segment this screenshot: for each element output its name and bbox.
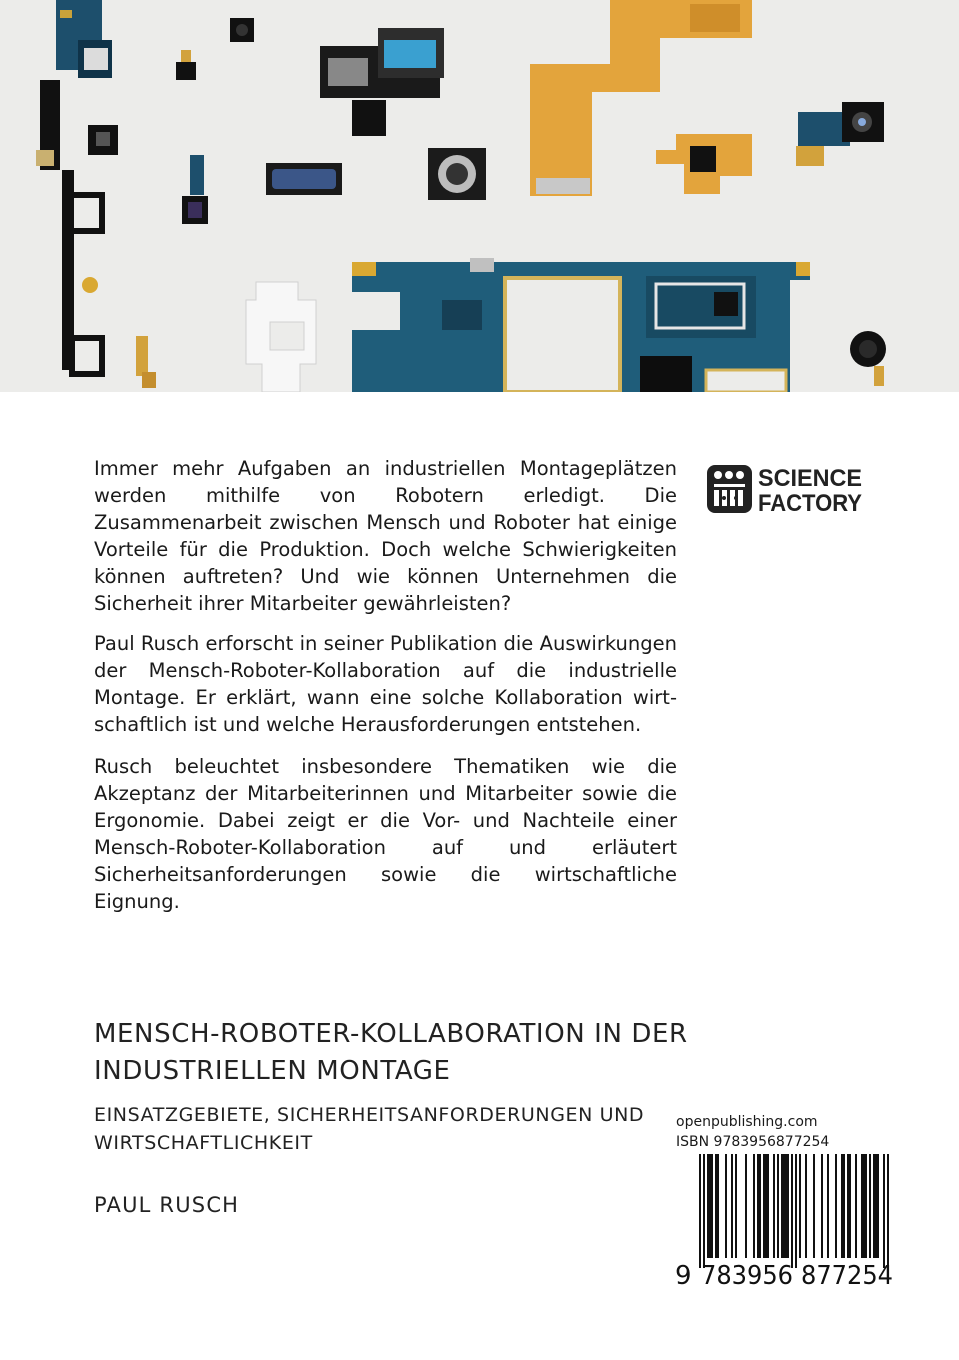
barcode-bar <box>777 1154 779 1258</box>
logo-text-factory: FACTORY <box>758 490 862 516</box>
barcode-bar <box>731 1154 733 1258</box>
blurb-paragraph-3: Rusch beleuchtet insbesondere Thematiken wie die Akzeptanz der Mitarbeiterinnen und Mitarbeiter sowie die Ergonomie. Dabei zeigt er die Vor- und Nachteile einer Mensch-Roboter-Kollaboration auf und erläutert Sicherheitsanforderungen sowie die wirtschaftliche Eignung. <box>94 755 677 913</box>
barcode-first-digit: 9 <box>675 1261 692 1290</box>
barcode-bar <box>785 1154 787 1258</box>
barcode-bar <box>883 1154 885 1268</box>
barcode-bar <box>795 1154 797 1268</box>
barcode-bar <box>843 1154 845 1258</box>
barcode-bar <box>821 1154 823 1258</box>
barcode-bar <box>765 1154 767 1258</box>
barcode-bar <box>813 1154 815 1258</box>
barcode-bar <box>707 1154 709 1258</box>
barcode-bar <box>861 1154 863 1258</box>
book-subtitle: EINSATZGEBIETE, SICHERHEITSANFORDERUNGEN UND WIRTSCHAFTLICHKEIT <box>94 1104 645 1154</box>
barcode-bar <box>715 1154 717 1258</box>
barcode-bar <box>699 1154 701 1268</box>
barcode-bar <box>703 1154 705 1268</box>
logo-text-science: SCIENCE <box>758 465 862 492</box>
barcode-bar <box>875 1154 877 1258</box>
isbn-number: ISBN 9783956877254 <box>676 1134 830 1150</box>
blurb-paragraph-2: Paul Rusch erforscht in seiner Publikation die Auswirkungen der Mensch-Roboter-Kollaboration auf die industrielle Montage. Er erklärt, wann eine solche Kollaboration wirtschaftlich ist und welche Herausforderungen entstehen. <box>94 632 677 736</box>
barcode-bar <box>865 1154 867 1258</box>
barcode-bar <box>757 1154 759 1258</box>
barcode-bar <box>753 1154 755 1258</box>
barcode-bar <box>873 1154 875 1258</box>
barcode-bar <box>783 1154 785 1258</box>
barcode-bar <box>773 1154 775 1258</box>
barcode-bar <box>877 1154 879 1258</box>
cover-photo-phone-components <box>0 0 959 392</box>
barcode-bars <box>699 1154 889 1268</box>
barcode-digit-group-2: 877254 <box>801 1261 893 1290</box>
blurb-paragraph-1: Immer mehr Aufgaben an industriellen Montageplätzen werden mithilfe von Robotern erledigt. Die Zusammenarbeit zwischen Mensch und Roboter hat einige Vorteile für die Produktion. Doch welche Schwierigkeiten können auftreten? Und wie können Unternehmen die Sicherheit ihrer Mitarbeiter gewährleisten? <box>94 457 677 615</box>
author-name: PAUL RUSCH <box>94 1193 240 1217</box>
barcode-bar <box>709 1154 711 1258</box>
barcode-bar <box>863 1154 865 1258</box>
barcode-digit-group-1: 783956 <box>701 1261 793 1290</box>
camera-lens-part <box>428 148 486 200</box>
barcode-bar <box>745 1154 747 1258</box>
barcode-bar <box>841 1154 843 1258</box>
barcode-bar <box>759 1154 761 1258</box>
barcode-bar <box>717 1154 719 1258</box>
barcode-bar <box>887 1154 889 1268</box>
barcode-bar <box>847 1154 849 1258</box>
barcode-bar <box>767 1154 769 1258</box>
isbn-barcode <box>673 1154 903 1290</box>
book-title: MENSCH-ROBOTER-KOLLABORATION IN DER INDUSTRIELLEN MONTAGE <box>94 1019 688 1086</box>
publisher-website: openpublishing.com <box>676 1114 818 1130</box>
barcode-bar <box>735 1154 737 1258</box>
barcode-bar <box>835 1154 837 1258</box>
barcode-bar <box>725 1154 727 1258</box>
barcode-bar <box>791 1154 793 1268</box>
barcode-bar <box>869 1154 871 1258</box>
science-factory-logo <box>706 464 866 516</box>
barcode-bar <box>763 1154 765 1258</box>
barcode-bar <box>799 1154 801 1258</box>
science-factory-logo-icon <box>707 465 752 513</box>
barcode-bar <box>787 1154 789 1258</box>
barcode-bar <box>781 1154 783 1258</box>
barcode-bar <box>711 1154 713 1258</box>
barcode-bar <box>827 1154 829 1258</box>
barcode-bar <box>855 1154 857 1258</box>
barcode-bar <box>849 1154 851 1258</box>
barcode-bar <box>805 1154 807 1258</box>
motherboard <box>352 258 810 392</box>
